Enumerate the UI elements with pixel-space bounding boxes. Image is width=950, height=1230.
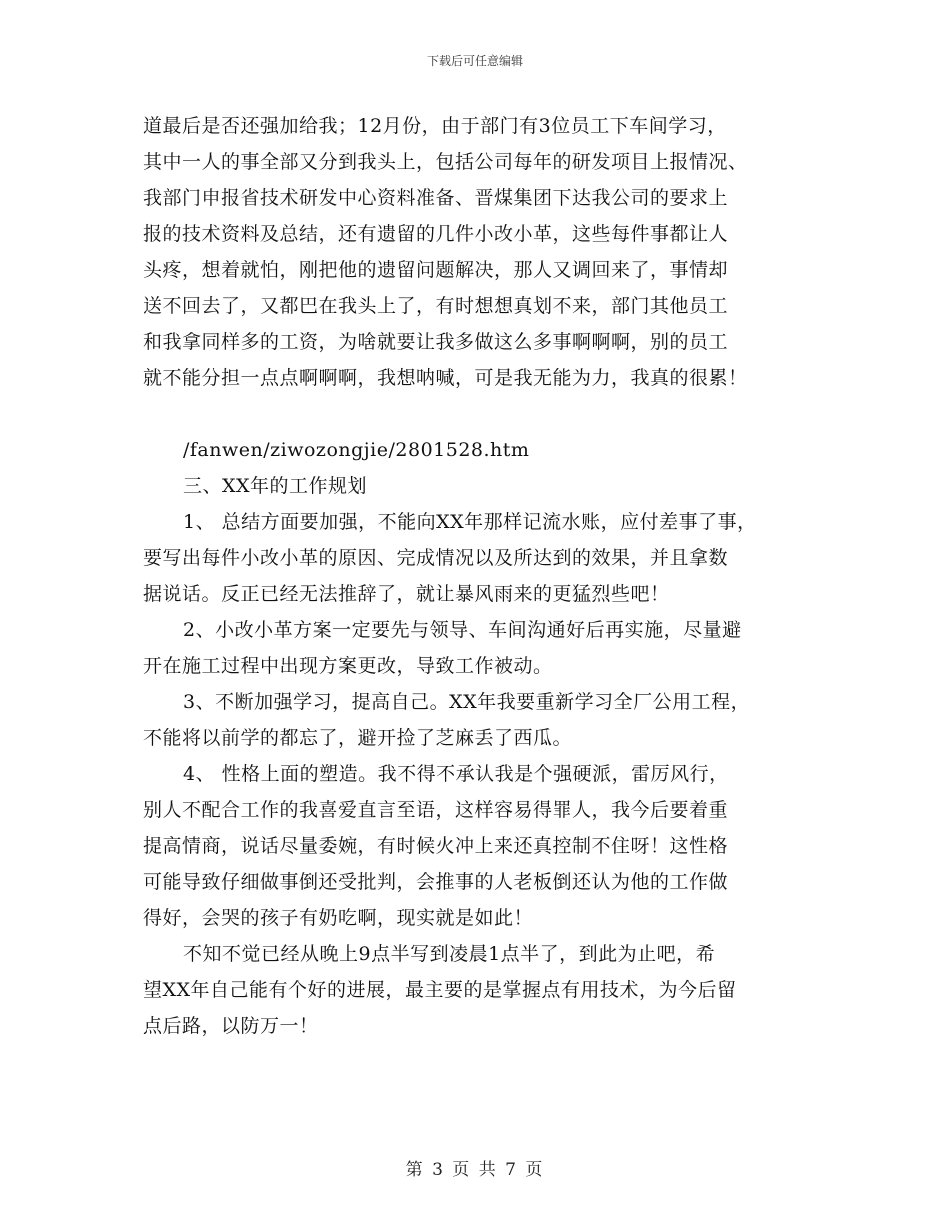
body-line: 望XX年自己能有个好的进展，最主要的是掌握点有用技术，为今后留 <box>143 979 737 1001</box>
url-line: /fanwen/ziwozongjie/2801528.htm <box>183 439 530 461</box>
page-header: 下载后可任意编辑 <box>426 54 523 68</box>
body-line: 得好，会哭的孩子有奶吃啊，现实就是如此！ <box>143 907 534 929</box>
body-line: 提高情商，说话尽量委婉，有时候火冲上来还真控制不住呀！这性格 <box>143 835 729 857</box>
body-line: 道最后是否还强加给我；12月份，由于部门有3位员工下车间学习， <box>143 115 727 137</box>
body-line: 送不回去了，又都巴在我头上了，有时想想真划不来，部门其他员工 <box>143 295 729 317</box>
body-line: 3、不断加强学习，提高自己。XX年我要重新学习全厂公用工程， <box>183 691 751 713</box>
page-number-footer: 第 3 页 共 7 页 <box>405 1160 545 1180</box>
body-line: 不能将以前学的都忘了，避开捡了芝麻丢了西瓜。 <box>143 727 573 749</box>
body-line: 报的技术资料及总结，还有遗留的几件小改小革，这些每件事都让人 <box>143 223 729 245</box>
body-line: 开在施工过程中出现方案更改，导致工作被动。 <box>143 655 553 677</box>
body-line: 头疼，想着就怕，刚把他的遗留问题解决，那人又调回来了，事情却 <box>143 259 729 281</box>
body-line: 点后路，以防万一！ <box>143 1015 319 1037</box>
body-line: 就不能分担一点点啊啊啊，我想呐喊，可是我无能为力，我真的很累！ <box>143 367 748 389</box>
body-line: 1、 总结方面要加强，不能向XX年那样记流水账，应付差事了事， <box>183 511 757 533</box>
body-line: 可能导致仔细做事倒还受批判，会推事的人老板倒还认为他的工作做 <box>143 871 729 893</box>
body-line: 我部门申报省技术研发中心资料准备、晋煤集团下达我公司的要求上 <box>143 187 729 209</box>
body-line: 别人不配合工作的我喜爱直言至语，这样容易得罪人，我今后要着重 <box>143 799 729 821</box>
body-line: 要写出每件小改小革的原因、完成情况以及所达到的效果，并且拿数 <box>143 547 729 569</box>
body-line: 和我拿同样多的工资，为啥就要让我多做这么多事啊啊啊，别的员工 <box>143 331 729 353</box>
body-line: 2、小改小革方案一定要先与领导、车间沟通好后再实施，尽量避 <box>183 619 742 641</box>
section-heading: 三、XX年的工作规划 <box>183 475 368 497</box>
body-line: 其中一人的事全部又分到我头上，包括公司每年的研发项目上报情况、 <box>143 151 748 173</box>
body-line: 不知不觉已经从晚上9点半写到凌晨1点半了，到此为止吧，希 <box>183 943 716 965</box>
document-body <box>143 108 823 1044</box>
body-line: 4、 性格上面的塑造。我不得不承认我是个强硬派，雷厉风行， <box>183 763 729 785</box>
paragraph-spacer <box>143 396 823 432</box>
body-line: 据说话。反正已经无法推辞了，就让暴风雨来的更猛烈些吧！ <box>143 583 670 605</box>
